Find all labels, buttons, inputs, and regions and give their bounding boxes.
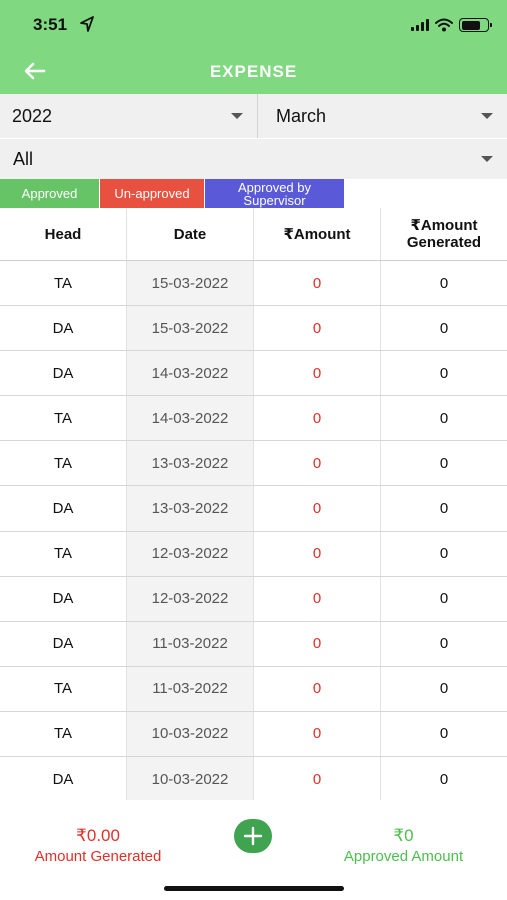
chevron-down-icon — [481, 113, 493, 119]
cell-amount: 0 — [254, 486, 381, 530]
cell-head: TA — [0, 396, 127, 440]
year-select-value: 2022 — [12, 105, 53, 126]
cell-amount: 0 — [254, 667, 381, 711]
cell-head: TA — [0, 441, 127, 485]
chevron-down-icon — [481, 156, 493, 162]
cell-amount-generated: 0 — [439, 454, 449, 472]
table-row[interactable] — [0, 486, 507, 531]
cell-amount-generated: 0 — [439, 274, 449, 292]
battery-icon — [459, 18, 489, 32]
cell-amount: 0 — [254, 622, 381, 666]
cell-head: TA — [0, 712, 127, 756]
cell-amount-generated: 0 — [439, 500, 449, 518]
amount-generated-label: Amount Generated — [34, 848, 162, 865]
table-header — [0, 208, 507, 261]
cell-date: 11-03-2022 — [127, 622, 254, 666]
cell-head: DA — [0, 577, 127, 621]
expense-table — [0, 208, 507, 802]
cell-amount-generated: 0 — [439, 545, 449, 563]
column-header-amount-generated: ₹Amount Generated — [406, 217, 482, 251]
amount-generated-value: ₹0.00 — [76, 826, 120, 845]
cell-amount-generated: 0 — [439, 364, 449, 382]
cell-amount-generated: 0 — [439, 409, 449, 427]
status-icons — [411, 17, 489, 33]
column-header-head: Head — [0, 208, 127, 260]
signal-icon — [411, 19, 429, 31]
cell-amount-generated: 0 — [439, 680, 449, 698]
cell-amount: 0 — [254, 306, 381, 350]
cell-amount: 0 — [254, 712, 381, 756]
app-header — [0, 0, 507, 94]
cell-head: DA — [0, 306, 127, 350]
month-select-value: March — [276, 105, 327, 126]
home-indicator — [164, 886, 344, 891]
cell-date: 12-03-2022 — [127, 532, 254, 576]
table-row[interactable] — [0, 441, 507, 486]
cell-amount: 0 — [254, 757, 381, 801]
approved-amount-value: ₹0 — [393, 826, 414, 845]
status-legend — [0, 179, 344, 208]
cell-head: TA — [0, 667, 127, 711]
column-header-date: Date — [127, 208, 254, 260]
cell-date: 10-03-2022 — [127, 757, 254, 801]
cell-head: TA — [0, 532, 127, 576]
cell-head: DA — [0, 486, 127, 530]
cell-amount: 0 — [254, 396, 381, 440]
cell-date: 14-03-2022 — [127, 396, 254, 440]
cell-date: 15-03-2022 — [127, 261, 254, 305]
date-filter-row — [0, 94, 507, 138]
plus-icon — [243, 826, 263, 846]
table-row[interactable] — [0, 351, 507, 396]
table-row[interactable] — [0, 396, 507, 441]
approved-amount-summary — [310, 826, 497, 865]
cell-amount: 0 — [254, 441, 381, 485]
cell-head: DA — [0, 351, 127, 395]
legend-approved: Approved — [0, 179, 99, 208]
status-select[interactable] — [0, 139, 507, 179]
column-header-amount: ₹Amount — [254, 208, 381, 260]
cell-date: 10-03-2022 — [127, 712, 254, 756]
table-row[interactable] — [0, 306, 507, 351]
cell-amount: 0 — [254, 577, 381, 621]
cell-date: 15-03-2022 — [127, 306, 254, 350]
cell-date: 14-03-2022 — [127, 351, 254, 395]
legend-unapproved: Un-approved — [100, 179, 204, 208]
cell-amount: 0 — [254, 532, 381, 576]
page-title: EXPENSE — [209, 62, 298, 81]
chevron-down-icon — [231, 113, 243, 119]
cell-amount: 0 — [254, 261, 381, 305]
cell-head: TA — [0, 261, 127, 305]
cell-date: 13-03-2022 — [127, 486, 254, 530]
table-row[interactable] — [0, 757, 507, 802]
table-row[interactable] — [0, 712, 507, 757]
table-row[interactable] — [0, 622, 507, 667]
cell-date: 13-03-2022 — [127, 441, 254, 485]
cell-amount-generated: 0 — [439, 319, 449, 337]
cell-amount-generated: 0 — [439, 635, 449, 653]
amount-generated-summary — [0, 826, 196, 865]
year-select[interactable] — [0, 94, 258, 138]
legend-approved-by-supervisor: Approved by Supervisor — [205, 179, 344, 208]
approved-amount-label: Approved Amount — [343, 848, 464, 865]
add-expense-button[interactable] — [234, 819, 272, 853]
cell-date: 11-03-2022 — [127, 667, 254, 711]
cell-amount-generated: 0 — [439, 590, 449, 608]
table-row[interactable] — [0, 261, 507, 306]
table-row[interactable] — [0, 577, 507, 622]
table-row[interactable] — [0, 532, 507, 577]
status-time: 3:51 — [33, 15, 68, 34]
cell-head: DA — [0, 622, 127, 666]
summary-footer — [0, 800, 507, 900]
cell-head: DA — [0, 757, 127, 801]
cell-amount: 0 — [254, 351, 381, 395]
cell-date: 12-03-2022 — [127, 577, 254, 621]
status-select-value: All — [13, 148, 34, 169]
month-select[interactable] — [258, 94, 507, 138]
cell-amount-generated: 0 — [439, 770, 449, 788]
wifi-icon — [435, 18, 453, 32]
table-row[interactable] — [0, 667, 507, 712]
location-arrow-icon — [80, 16, 94, 32]
cell-amount-generated: 0 — [439, 725, 449, 743]
